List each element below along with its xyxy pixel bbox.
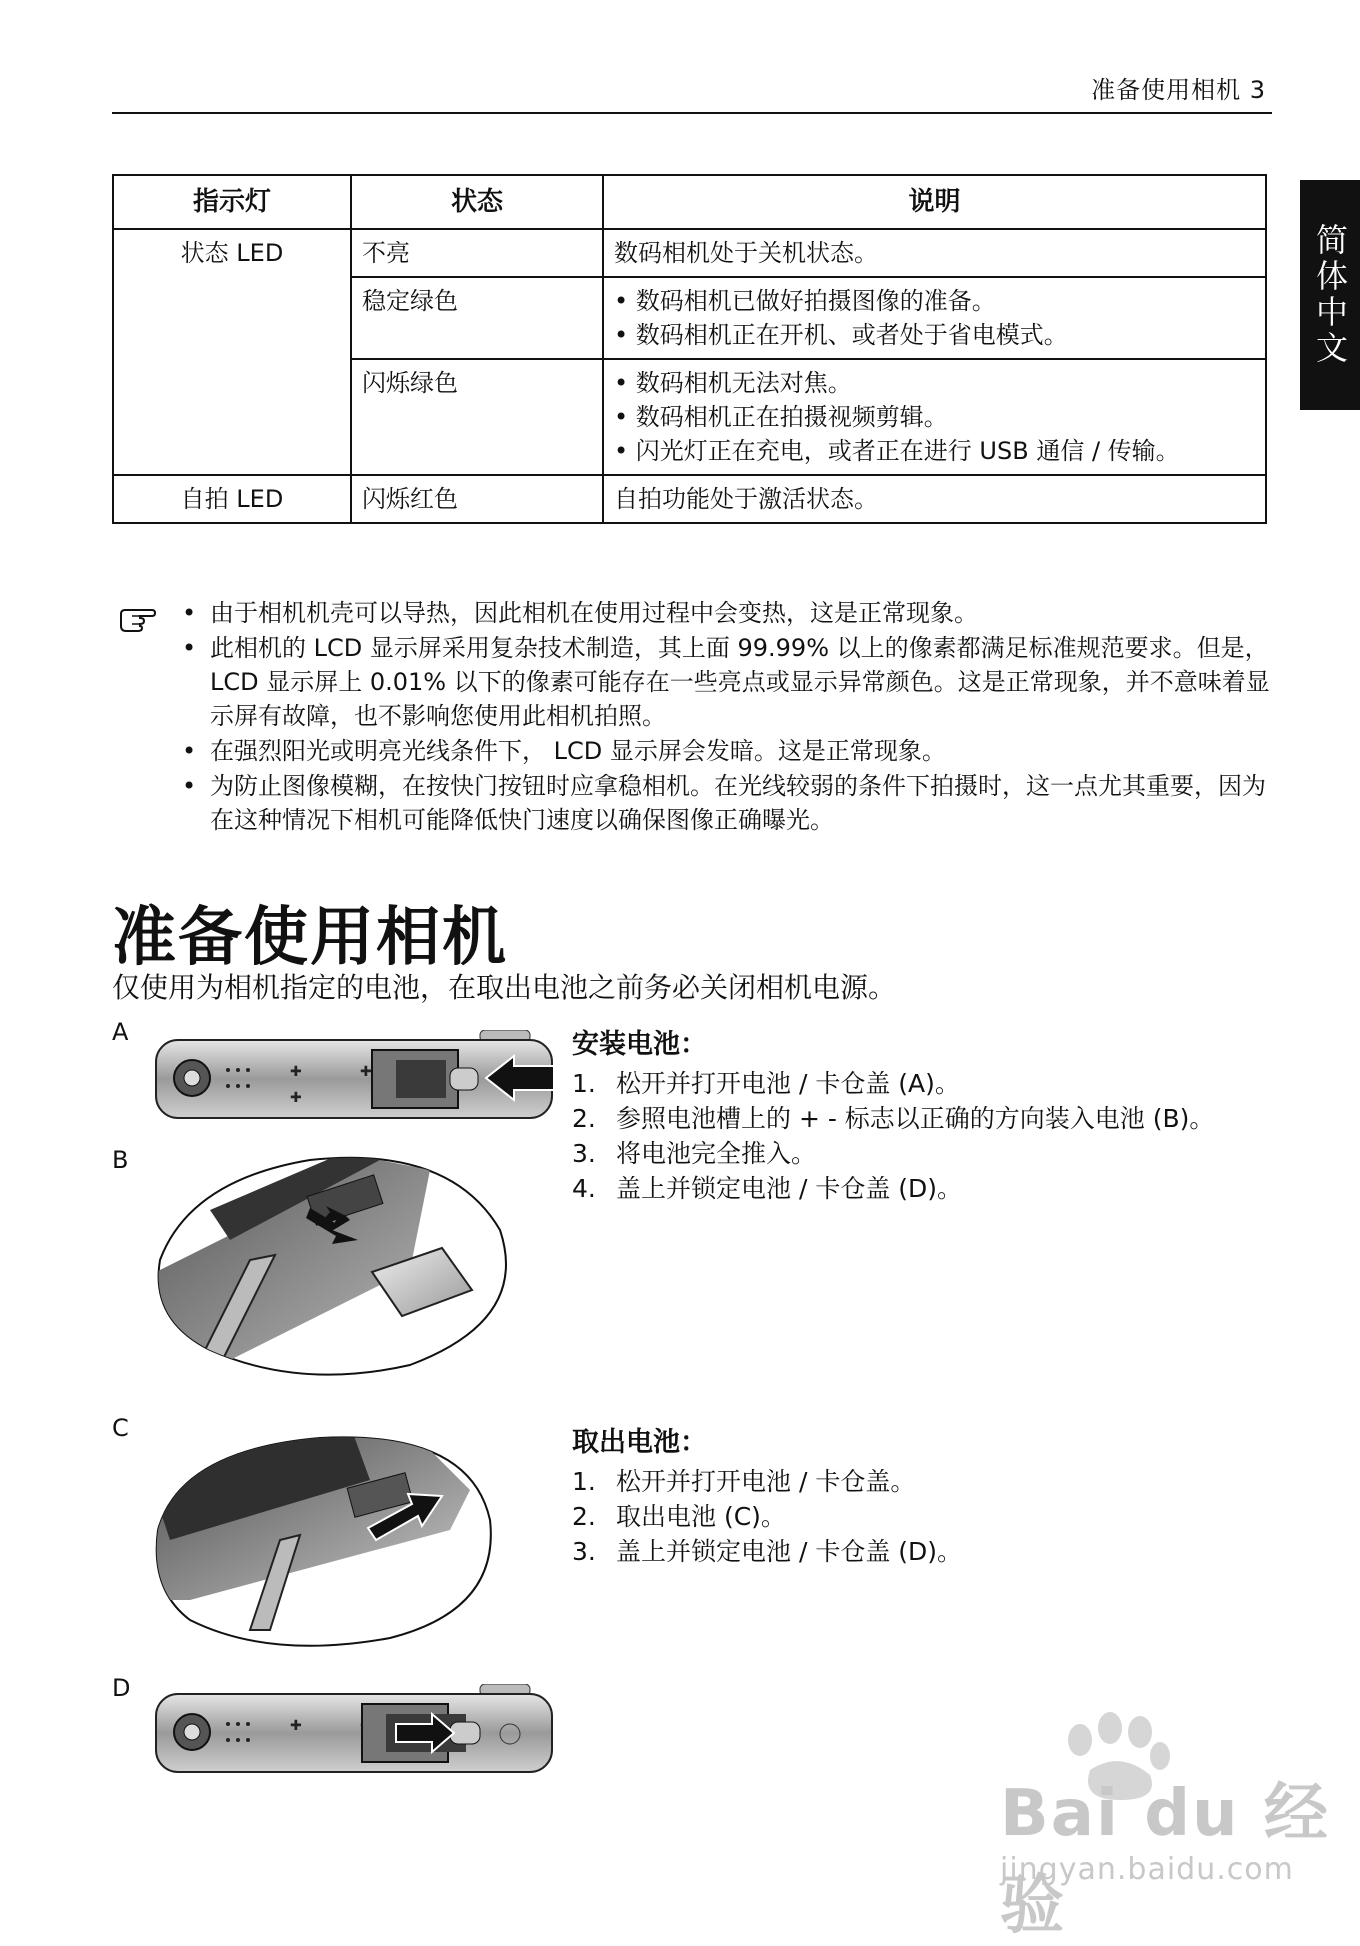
language-tab-label: 简体中文 [1311, 223, 1349, 367]
watermark-url: jingyan.baidu.com [1000, 1852, 1294, 1887]
description-bullet: • 数码相机正在开机、或者处于省电模式。 [614, 318, 1255, 352]
figure-label-c: C [112, 1414, 129, 1442]
description-bullet: • 数码相机无法对焦。 [614, 366, 1255, 400]
description-bullet: • 数码相机正在拍摄视频剪辑。 [614, 400, 1255, 434]
description-cell: 数码相机处于关机状态。 [603, 229, 1266, 277]
description-cell [603, 277, 1266, 359]
header-description: 说明 [603, 175, 1266, 229]
figure-label-a: A [112, 1018, 129, 1046]
page-header-title: 准备使用相机 3 [1091, 76, 1266, 104]
description-bullet: • 数码相机已做好拍摄图像的准备。 [614, 284, 1255, 318]
header-state: 状态 [351, 175, 603, 229]
notes-list [182, 596, 1272, 838]
list-item: 2. 取出电池 (C)。 [572, 1502, 786, 1531]
header-rule [112, 112, 1272, 114]
list-item: 1. 松开并打开电池 / 卡仓盖 (A)。 [572, 1069, 960, 1098]
note-hand-icon [118, 604, 158, 634]
state-cell: 不亮 [351, 229, 603, 277]
remove-heading: 取出电池： [572, 1427, 707, 1458]
svg-text:✚: ✚ [290, 1090, 302, 1106]
header-indicator: 指示灯 [113, 175, 351, 229]
list-item: 3. 盖上并锁定电池 / 卡仓盖 (D)。 [572, 1537, 963, 1566]
figure-b-insert-battery [150, 1150, 510, 1380]
section-subtitle: 仅使用为相机指定的电池，在取出电池之前务必关闭相机电源。 [112, 971, 897, 1004]
language-tab [1300, 180, 1360, 410]
description-cell: 自拍功能处于激活状态。 [603, 475, 1266, 523]
note-item: • 为防止图像模糊，在按快门按钮时应拿稳相机。在光线较弱的条件下拍摄时，这一点尤其重要，因为在这种情况下相机可能降低快门速度以确保图像正确曝光。 [182, 769, 1272, 837]
figure-c-remove-battery [150, 1430, 500, 1650]
state-cell: 闪烁红色 [351, 475, 603, 523]
figure-a-camera-bottom [150, 1030, 560, 1130]
list-item: 4. 盖上并锁定电池 / 卡仓盖 (D)。 [572, 1174, 963, 1203]
table-row [113, 475, 1266, 523]
svg-text:✚: ✚ [290, 1718, 302, 1734]
svg-text:✚: ✚ [360, 1064, 372, 1080]
list-item: 3. 将电池完全推入。 [572, 1139, 817, 1168]
table-header-row [113, 175, 1266, 229]
install-heading: 安装电池： [572, 1029, 707, 1060]
figure-label-b: B [112, 1146, 129, 1174]
state-cell: 闪烁绿色 [351, 359, 603, 475]
note-item: • 由于相机机壳可以导热，因此相机在使用过程中会变热，这是正常现象。 [182, 596, 1272, 630]
figure-d-camera-bottom [150, 1684, 560, 1784]
description-bullet: • 闪光灯正在充电，或者正在进行 USB 通信 / 传输。 [614, 434, 1255, 468]
list-item: 1. 松开并打开电池 / 卡仓盖。 [572, 1467, 916, 1496]
state-cell: 稳定绿色 [351, 277, 603, 359]
note-item: • 此相机的 LCD 显示屏采用复杂技术制造，其上面 99.99% 以上的像素都满足标准规范要求。但是， LCD 显示屏上 0.01% 以下的像素可能存在一些亮点或显示异常颜色。这是正常现象，并不意味着显示屏有故障，也不影响您使用此相机拍照。 [182, 631, 1272, 733]
led-status-table [112, 174, 1267, 524]
install-battery-section [572, 1026, 1272, 1206]
indicator-cell: 自拍 LED [113, 475, 351, 523]
section-title: 准备使用相机 [112, 901, 508, 975]
figure-label-d: D [112, 1674, 131, 1702]
note-item: • 在强烈阳光或明亮光线条件下， LCD 显示屏会发暗。这是正常现象。 [182, 734, 1272, 768]
table-row [113, 229, 1266, 277]
indicator-cell: 状态 LED [113, 229, 351, 475]
remove-battery-section [572, 1424, 1272, 1569]
description-cell [603, 359, 1266, 475]
watermark-brand: Bai du 经验 [1000, 1777, 1330, 1943]
svg-text:✚: ✚ [290, 1064, 302, 1080]
list-item: 2. 参照电池槽上的 + - 标志以正确的方向装入电池 (B)。 [572, 1104, 1215, 1133]
